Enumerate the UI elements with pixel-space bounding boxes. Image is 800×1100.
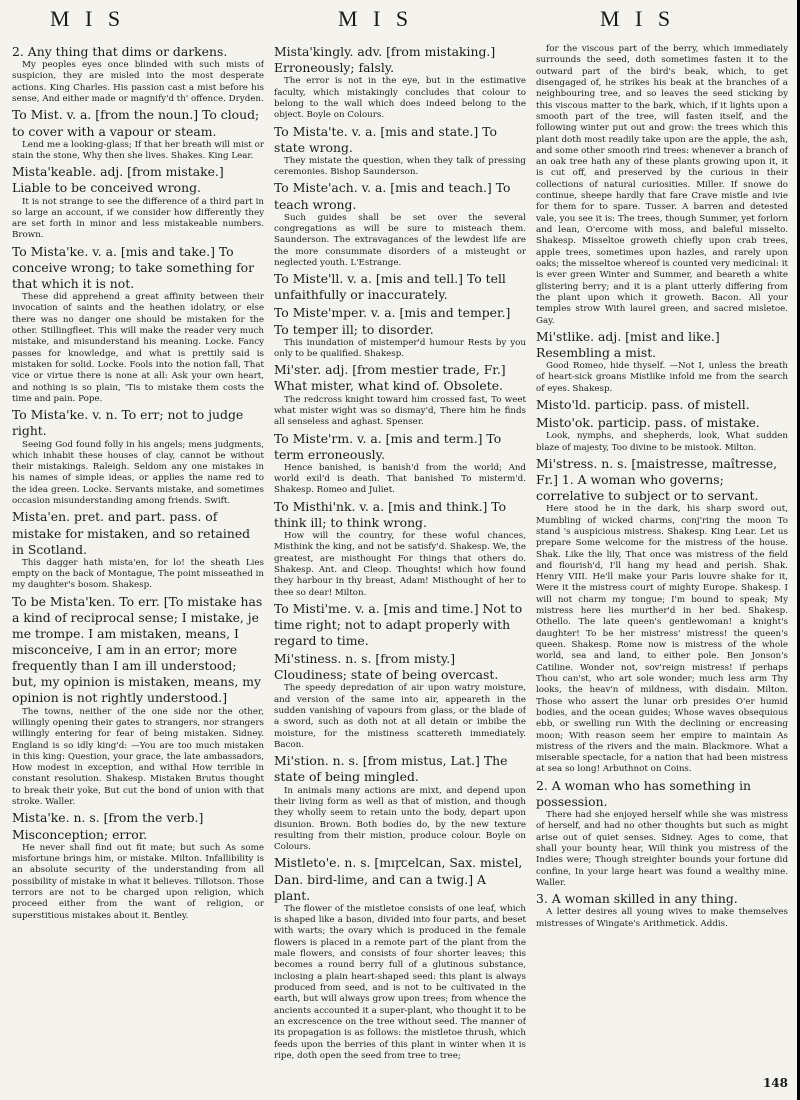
entry-headword: 2. A woman who has something in possession. xyxy=(536,777,752,809)
page-number: 148 xyxy=(762,1076,788,1090)
entry-headword: To Mista'te. v. a. [mis and state.] To state wrong. xyxy=(274,123,497,155)
dictionary-entry xyxy=(12,164,264,242)
entry-citation: Seeing God found folly in his angels; mens judgments, which inhabit these houses of clay, cannot be without their mistakings. Raleigh. Seldom any one mistakes in his names of simple ideas, or applies the name red to the idea green. Locke. Servants mistake, and sometimes occasion misunderstanding among friends. Swift. xyxy=(12,439,264,507)
entry-headword: To Mista'ke. v. n. To err; not to judge right. xyxy=(12,407,244,439)
entry-citation: They mistate the question, when they talk of pressing ceremonies. Bishop Saunderson. xyxy=(274,155,526,178)
dictionary-entry xyxy=(274,753,526,853)
entry-headword: To Mista'ke. v. a. [mis and take.] To conceive wrong; to take something for that which it is not. xyxy=(12,243,255,291)
entry-citation: In animals many actions are mixt, and depend upon their living form as well as that of mistion, and though they wholly seem to retain unto the body, depart upon disunion. Brown. Both bodies do, by the new texture resulting from their mistion, produce colour. Boyle on Colours. xyxy=(274,785,526,853)
entry-citation: for the viscous part of the berry, which immediately surrounds the seed, doth sometimes fasten it to the outward part of the bird's beak, which, to get disengaged of, he strikes his beak at the branches of a neighbouring tree, and so leaves the seed sticking by this viscous matter to the bark, which, if it lights upon a smooth part of the tree, will fasten itself, and the following winter put out and grow: the trees which this plant doth most readily take upon are the apple, the ash, and some other smooth rind trees: whenever a branch of an oak tree hath any of these plants growing upon it, it is cut off, and preserved by the curious in their collections of natural curiosities. Miller. If snowe do continue, sheepe hardly that fare Crave mistle and ivie for them for to spare. Tusser. A barren and detested vale, you see it is: The trees, though Summer, yet forlorn and lean, O'ercome with moss, and baleful misselto. Shakesp. Misseltoe groweth chiefly upon crab trees, apple trees, sometimes upon hazles, and rarely upon oaks; the misseltoe whereof is counted very medicinal: it is ever green Winter and Summer, and beareth a white glistering berry; and it is a plant utterly differing from the plant upon which it groweth. Bacon. All your temples strow With laurel green, and sacred misletoe. Gay. xyxy=(536,44,788,326)
entry-headword: Mista'en. pret. and part. pass. of mistake for mistaken, and so retained in Scotland. xyxy=(12,509,251,557)
entry-headword: To Misthi'nk. v. a. [mis and think.] To think ill; to think wrong. xyxy=(274,498,507,530)
entry-headword: Misto'ld. particip. pass. of mistell. xyxy=(536,397,750,412)
entry-headword: Mista'kingly. adv. [from mistaking.] Erroneously; falsly. xyxy=(274,44,496,76)
entry-citation: Good Romeo, hide thyself. —Not I, unless the breath of heart-sick groans Mistlike infold me from the search of eyes. Shakesp. xyxy=(536,361,788,394)
entry-headword: 3. A woman skilled in any thing. xyxy=(536,891,738,907)
entry-citation: Hence banished, is banish'd from the world; And world exil'd is death. That banished To misterm'd. Shakesp. Romeo and Juliet. xyxy=(274,462,526,496)
entry-citation: How will the country, for these woful chances, Misthink the king, and not be satisfy'd. Shakesp. We, the greatest, are misthought For things that others do. Shakesp. Ant. and Cleop. Thoughts! which how found they harbour in thy breast, Adam! Misthought of her to thee so dear! Milton. xyxy=(274,530,526,598)
entry-citation: Such guides shall be set over the several congregations as will be sure to misteach them. Saunderson. The extravagances of the lewdest life are the more consummate disorders of a misteught or neglected youth. L'Estrange. xyxy=(274,212,526,268)
dictionary-entry xyxy=(536,397,788,413)
dictionary-entry xyxy=(274,180,526,269)
entry-headword: 2. Any thing that dims or darkens. xyxy=(12,44,228,59)
entry-headword: To Miste'mper. v. a. [mis and temper.] To temper ill; to disorder. xyxy=(274,305,511,337)
entry-headword: Mi'stress. n. s. [maistresse, maîtresse, Fr.] 1. A woman who governs; correlative to subject or to servant. xyxy=(536,455,778,504)
entry-citation: This inundation of mistemper'd humour Rests by you only to be qualified. Shakesp. xyxy=(274,337,526,359)
dictionary-entry xyxy=(274,362,526,428)
dictionary-entry xyxy=(536,44,788,327)
dictionary-entry xyxy=(274,44,526,122)
dictionary-entry xyxy=(274,651,526,751)
column-left xyxy=(12,44,264,1076)
entry-citation: A letter desires all young wives to make themselves mistresses of Wingate's Arithmetick. Addis. xyxy=(536,907,788,929)
entry-citation: These did apprehend a great affinity between their invocation of saints and the heathen idolatry, or else there was no danger one should be mistaken for the other. Stillingfleet. This will make the reader very much mistake, and misunderstand his meaning. Locke. Fancy passes for knowledge, and what is prettily said is mistaken for solid. Locke. Fools into the notion fall, That vice or virtue there is none at all: Ask your own heart, and nothing is so plain, 'Tis to mistake them costs the time and pain. Pope. xyxy=(12,292,264,404)
dictionary-entry xyxy=(274,305,526,360)
dictionary-entry xyxy=(536,778,788,889)
entry-citation: He never shall find out fit mate; but such As some misfortune brings him, or mistake. Milton. Infallibility is an absolute security of the understanding from all possibility of mistake in what it believes. Tillotson. Those terrors are not to be charged upon religion, which proceed either from the want of religion, or superstitious mistakes about it. Bentley. xyxy=(12,842,264,921)
running-head-right: M I S xyxy=(600,6,676,31)
dictionary-entry xyxy=(274,601,526,649)
entry-headword: To Miste'ach. v. a. [mis and teach.] To teach wrong. xyxy=(274,180,511,212)
dictionary-entry xyxy=(536,415,788,454)
column-middle xyxy=(274,44,526,1076)
entry-headword: Mi'stiness. n. s. [from misty.] Cloudiness; state of being overcast. xyxy=(274,651,499,683)
dictionary-entry xyxy=(12,44,264,105)
column-right xyxy=(536,44,788,1076)
entry-headword: Mi'stlike. adj. [mist and like.] Resembling a mist. xyxy=(536,328,720,360)
dictionary-entry xyxy=(536,329,788,395)
entry-citation: It is not strange to see the difference of a third part in so large an account, if we consider how differently they are set forth in minor and less mistakeable numbers. Brown. xyxy=(12,196,264,241)
dictionary-entry xyxy=(12,407,264,507)
dictionary-entry xyxy=(12,594,264,809)
running-head-center: M I S xyxy=(338,6,414,31)
entry-citation: The redcross knight toward him crossed fast, To weet what mister wight was so dismay'd, There him he finds all senseless and aghast. Spenser. xyxy=(274,394,526,428)
entry-headword: To Misti'me. v. a. [mis and time.] Not to time right; not to adapt properly with regard to time. xyxy=(274,600,523,649)
entry-citation: The towns, neither of the one side nor the other, willingly opening their gates to strangers, nor strangers willingly entering for fear of being mistaken. Sidney. England is so idly king'd: —You are too much mistaken in this king: Question, your grace, the late ambassadors, How modest in exception, and withal How terrible in constant resolution. Shakesp. Mistaken Brutus thought to break their yoke, But cut the bond of union with that stroke. Waller. xyxy=(12,706,264,808)
dictionary-entry xyxy=(536,456,788,776)
entry-headword: To Miste'rm. v. a. [mis and term.] To term erroneously. xyxy=(274,430,502,462)
entry-citation: My peoples eyes once blinded with such mists of suspicion, they are misled into the most desperate actions. King Charles. His passion cast a mist before his sense, And either made or magnify'd th' offence. Dryden. xyxy=(12,60,264,105)
entry-headword: Mistleto'e. n. s. [mıꝼꞇelꞇan, Sax. mistel, Dan. bird-lime, and ꞇan a twig.] A plant. xyxy=(274,855,523,903)
entry-headword: Mi'ster. adj. [from mestier trade, Fr.] What mister, what kind of. Obsolete. xyxy=(274,362,506,394)
dictionary-entry xyxy=(536,891,788,930)
running-head-left: M I S xyxy=(50,6,126,31)
dictionary-entry xyxy=(12,810,264,921)
entry-headword: Mista'keable. adj. [from mistake.] Liable to be conceived wrong. xyxy=(12,164,224,196)
dictionary-entry xyxy=(274,431,526,497)
dictionary-columns xyxy=(12,44,788,1076)
entry-headword: Misto'ok. particip. pass. of mistake. xyxy=(536,415,760,431)
dictionary-entry xyxy=(274,855,526,1062)
dictionary-entry xyxy=(12,107,264,162)
entry-headword: To be Mista'ken. To err. [To mistake has a kind of reciprocal sense; I mistake, je me trompe. I am mistaken, means, I misconceive, I am in an error; more frequently than I am ill understood; but, my opinion is mistaken, means, my opinion is not rightly understood.] xyxy=(12,593,263,706)
dictionary-entry xyxy=(274,499,526,599)
dictionary-entry xyxy=(12,509,264,591)
entry-citation: Look, nymphs, and shepherds, look, What sudden blaze of majesty, Too divine to be mistook. Milton. xyxy=(536,431,788,453)
entry-headword: Mi'stion. n. s. [from mistus, Lat.] The state of being mingled. xyxy=(274,753,508,785)
dictionary-entry xyxy=(274,271,526,303)
dictionary-entry xyxy=(274,124,526,179)
entry-headword: To Mist. v. a. [from the noun.] To cloud; to cover with a vapour or steam. xyxy=(12,107,260,139)
entry-citation: The speedy depredation of air upon watry moisture, and version of the same into air, appeareth in the sudden vanishing of vapours from glass, or the blade of a sword, such as doth not at all detain or imbibe the moisture, for the mistiness scattereth immediately. Bacon. xyxy=(274,683,526,750)
running-head xyxy=(0,6,800,34)
entry-headword: Mista'ke. n. s. [from the verb.] Misconception; error. xyxy=(12,810,204,842)
dictionary-entry xyxy=(12,244,264,406)
entry-citation: The error is not in the eye, but in the estimative faculty, which mistakingly concludes that colour to belong to the wall which does indeed belong to the object. Boyle on Colours. xyxy=(274,76,526,121)
entry-citation: Here stood he in the dark, his sharp sword out, Mumbling of wicked charms, conj'ring the moon To stand 's auspicious mistress. Shakesp. King Lear. Let us prepare Some welcome for the mistress of the house. Shak. Like the lily, That once was mistress of the field and flourish'd, I'll hang my head and perish. Shak. Henry VIII. He'll make your Paris louvre shake for it, Were it the mistress court of mighty Europe. Shakesp. I will not charm my tongue; I'm bound to speak; My mistress here lies murther'd in her bed. Shakesp. Othello. The late queen's gentlewoman! a knight's daughter! To be her mistress' mistress! the queen's queen. Shakesp. Rome now is mistress of the whole world, sea and land, to either pole. Ben Jonson's Catiline. Wonder not, sov'reign mistress! if perhaps Thou can'st, who art sole wonder; much less arm Thy looks, the heav'n of mildness, with disdain. Milton. Those who assert the lunar orb presides O'er humid bodies, and the ocean guides; Whose waves obsequious ebb, or swelling run With the declining or encreasing moon; With reason seem her empire to maintain As mistress of the rivers and the main. Blackmore. What a miserable spectacle, for a nation that had been mistress at sea so long! Arbuthnot on Coins. xyxy=(536,504,788,775)
entry-citation: Lend me a looking-glass; If that her breath will mist or stain the stone, Why then she lives. Shakes. King Lear. xyxy=(12,139,264,161)
entry-citation: There had she enjoyed herself while she was mistress of herself, and had no other thoughts but such as might arise out of quiet senses. Sidney. Ages to come, that shall your bounty hear, Will think you mistress of the Indies were; Though streighter bounds your fortune did confine, In your large heart was found a wealthy mine. Waller. xyxy=(536,810,788,888)
entry-headword: To Miste'll. v. a. [mis and tell.] To tell unfaithfully or inaccurately. xyxy=(274,271,506,303)
entry-citation: This dagger hath mista'en, for lo! the sheath Lies empty on the back of Montague, The point misseathed in my daughter's bosom. Shakesp. xyxy=(12,557,264,591)
entry-citation: The flower of the mistletoe consists of one leaf, which is shaped like a bason, divided into four parts, and beset with warts; the ovary which is produced in the female flowers is placed in a remote part of the plant from the male flowers, and consists of four shorter leaves; this becomes a round berry full of a glutinous substance, inclosing a plain heart-shaped seed: this plant is always produced from seed, and is not to be cultivated in the earth, but will always grow upon trees; from whence the ancients accounted it a super-plant, who thought it to be an excrescence on the tree without seed. The manner of its propagation is as follows: the mistletoe thrush, which feeds upon the berries of this plant in winter when it is ripe, doth open the seed from tree to tree; xyxy=(274,903,526,1061)
